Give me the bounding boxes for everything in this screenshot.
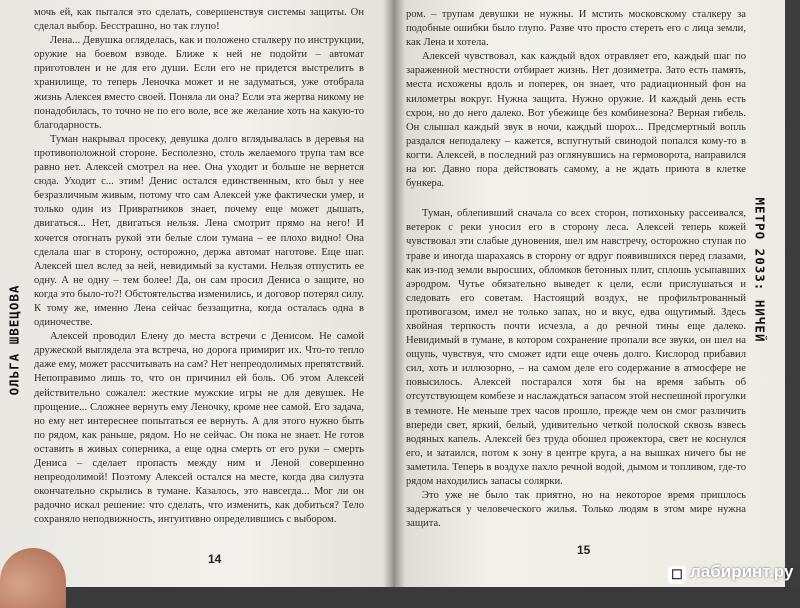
right-paragraph: ром. – трупам девушки не нужны. И мстить московскому сталкеру за подобные ошибки было глупо. Разве что просто стереть его с лица земли, как Лена и хотела.: [406, 9, 746, 49]
right-page-text: [406, 8, 746, 531]
right-page-number: 15: [577, 543, 591, 557]
left-page: [0, 0, 393, 587]
left-page-text: [34, 6, 364, 527]
left-page-number: 14: [208, 552, 222, 566]
watermark: [668, 562, 793, 584]
left-paragraph: Туман накрывал просеку, девушка долго вглядывалась в деревья на противоположной стороне. Бесполезно, столь желаемого трупа там все равно нет. Алексей смотрел на нее. Она уходит и больше не вернется сюда. Уходит с... этим! Денис остался единственным, кто был у нее безразличным живым, потому что сам Алексей уже фактически умер, и только один из Привратников знает, почему еще может дышать, двигаться... Нет, двигаться нельзя. Лена смотрит прямо на него! И хочется отогнать рукой эти белые слои тумана – ее плохо видно! Она сделала шаг в сторону, осторожно, держа автомат наготове. Еще шаг. Алексей шел вслед за ней, невидимый за кустами. Нельзя отпустить ее одну. А не одну – тем более! Да, он сам просил Дениса о защите, но когда это было-то?! Обстоятельства изменились, и договор потерял силу. К тому же, именно Лена сейчас беззащитна, когда осталась одна в одиночестве.: [34, 133, 364, 329]
thumb-holding-book: [0, 548, 66, 608]
left-running-head: ОЛЬГА ШВЕЦОВА: [6, 284, 22, 396]
labirint-book-icon: ☐: [668, 566, 686, 584]
left-paragraph: Алексей проводил Елену до места встречи с Денисом. Не самой дружеской выглядела эта встреча, но дорога примирит их. Что-то тепло даже ему, может рассчитывать на сам? Нет непреодолимых препятствий. Непоправимо лишь то, что он причинил ей боль. Об этом Алексей действительно сожалел: жесткие мужские игры не для девушек. Не прощение... Сложнее вернуть ему Леночку, кроме нее самой. Его задача, но ему нет интереснее попытаться ее вернуть. А для этого нужно быть по рядом, как раньше, рядом. Но не сейчас. Он пока не знает. Не готов оставить в живых соперника, а еще одна смерть от его руки – смерть Дениса – сделает пропасть между ним и Леной совершенно непреодолимой! Поэтому Алексей остался на месте, когда два силуэта окончательно скрылись в тумане. Казалось, это навсегда... Мог ли он радочно искал решение: что сделать, что изменить, как добиться? Тело сохраняло неподвижность, интуитивно определившись с выбором.: [34, 331, 364, 526]
watermark-text: лабиринт.ру: [690, 562, 794, 581]
right-paragraph: Это уже не было так приятно, но на некоторое время пришлось задержаться у человеческого жилья. Только людям в этом мире нужна защита.: [406, 490, 746, 530]
right-running-head: МЕТРО 2033: НИЧЕЙ: [752, 197, 768, 343]
scene-break: [406, 191, 746, 207]
right-paragraph: Туман, облепивший сначала со всех сторон, потихоньку рассеивался, ветерок с реки уносил его в сторону леса. Алексей теперь кожей чувствовал эти слабые дуновения, шел им навстречу, осторожно ступая по траве и иногда шарахаясь в сторону от вдруг появившихся перед глазами, как из-под земли выросших, обломков бетонных плит, сплошь усыпавших аэродром. Чутье обязательно выведет к цели, если прислушаться и следовать его советам. Настоящий воздух, не профильтрованный противогазом, имел не только запах, но и вкус, едва ощутимый. Здесь хвойная терпкость почти исчезла, а до речной тины еще далеко. Невидимый в тумане, в котором сохранение пропали все звуки, он шел на ощупь, чувствуя, что сможет идти еще очень долго. Кислород прибавил сил, хоть и иллюзорно, – на самом деле его содержание в атмосфере не повысилось. Алексей постарался хотя бы на время забыть об отсутствующем комбезе и наслаждаться запасом этой неспешной прогулки в темноте. Не меньше трех часов прошло, прежде чем он смог различить впереди свет, яркий, белый, удивительно четкой полоской сквозь взвесь водяных капель. Алексей без труда обошел прожектора, свет не коснулся его, и затаился, потом к зону в центре круга, а на вышках ничего бы не заметила. Теперь в воздухе пахло речной водой, дымом и топливом, где-то рядом находились запасы солярки.: [406, 208, 746, 487]
right-paragraph: Алексей чувствовал, как каждый вдох отравляет его, каждый шаг по зараженной местности отбирает жизнь. Нет дозиметра. Зато есть память, места исхожены вдоль и поперек, он знает, что радиационный фон на километры вокруг. Нужна защита. Нужно оружие. И каждый день есть схрон, но до него далеко. Вот убежище без комбинезона? Верная гибель. Он слышал каждый звук в ночи, каждый шорох... Предсмертный вопль раздался неподалеку – кажется, вспугнутый свинодой попался кому-то в когти. Алексей, в последний раз оглянувшись на гермоворота, направился на юг. Давно пора действовать самому, а не ждать приюта в клетке бункера.: [406, 51, 746, 190]
book-gutter: [383, 0, 405, 587]
left-paragraph: Лена... Девушка огляделась, как и положено сталкеру по инструкции, оружие на боевом взводе. Ближе к ней не подойти – автомат приготовлен и не для его души. Если его не придется выстрелить в хранилище, то теперь Леночка может и не задуматься, уже отобрала жизнь Алексея вместо своей. Поняла ли она? Если эта жертва никому не понадобилась, то точно не по его воле, все же желание хоть на какую-то благодарность.: [34, 35, 364, 131]
left-paragraph: мочь ей, как пытался это сделать, совершенствуя системы защиты. Он сделал выбор. Бесстрашно, но так глупо!: [34, 7, 364, 33]
